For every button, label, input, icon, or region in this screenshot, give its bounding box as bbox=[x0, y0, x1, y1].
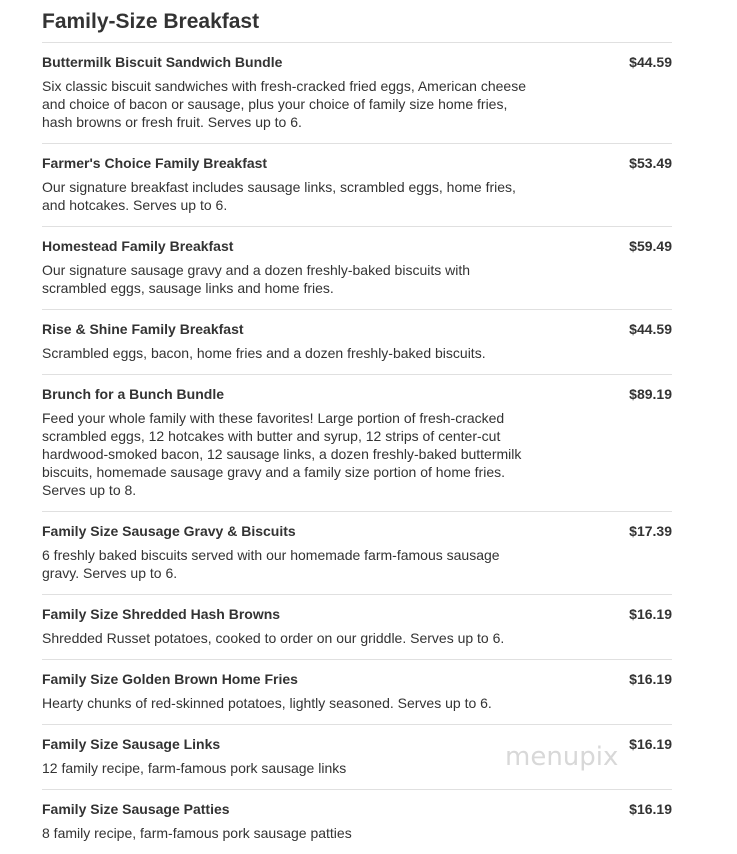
item-name: Farmer's Choice Family Breakfast bbox=[42, 155, 268, 171]
item-description: Six classic biscuit sandwiches with fresh-cracked fried eggs, American cheese and choice of bacon or sausage, plus your choice of family size home fries, hash browns or fresh fruit. Serves up to 6. bbox=[42, 78, 526, 130]
item-name: Family Size Sausage Gravy & Biscuits bbox=[42, 523, 296, 539]
item-description: 12 family recipe, farm-famous pork sausage links bbox=[42, 760, 347, 776]
menu-item bbox=[42, 143, 672, 226]
item-price: $44.59 bbox=[629, 321, 672, 337]
menu-item bbox=[42, 511, 672, 594]
menupix-watermark: menupix bbox=[505, 742, 619, 772]
item-name: Family Size Sausage Links bbox=[42, 736, 221, 752]
item-price: $53.49 bbox=[629, 155, 672, 171]
menu-item bbox=[42, 659, 672, 724]
item-price: $16.19 bbox=[629, 606, 672, 622]
item-description: Hearty chunks of red-skinned potatoes, lightly seasoned. Serves up to 6. bbox=[42, 695, 492, 711]
menu-item bbox=[42, 594, 672, 659]
item-description: 6 freshly baked biscuits served with our homemade farm-famous sausage gravy. Serves up to 6. bbox=[42, 547, 500, 581]
item-name: Rise & Shine Family Breakfast bbox=[42, 321, 244, 337]
item-description: Shredded Russet potatoes, cooked to order on our griddle. Serves up to 6. bbox=[42, 630, 505, 646]
menu-item bbox=[42, 309, 672, 374]
item-name: Family Size Sausage Patties bbox=[42, 801, 230, 817]
item-name: Homestead Family Breakfast bbox=[42, 238, 234, 254]
section-title: Family-Size Breakfast bbox=[42, 10, 260, 33]
item-price: $44.59 bbox=[629, 54, 672, 70]
item-name: Family Size Shredded Hash Browns bbox=[42, 606, 281, 622]
item-price: $59.49 bbox=[629, 238, 672, 254]
item-description: Our signature breakfast includes sausage links, scrambled eggs, home fries, and hotcakes. Serves up to 6. bbox=[42, 179, 516, 213]
menu-item bbox=[42, 789, 672, 854]
item-price: $17.39 bbox=[629, 523, 672, 539]
menu-item bbox=[42, 42, 672, 143]
item-name: Family Size Golden Brown Home Fries bbox=[42, 671, 298, 687]
item-description: Our signature sausage gravy and a dozen freshly-baked biscuits with scrambled eggs, sausage links and home fries. bbox=[42, 262, 471, 296]
item-price: $16.19 bbox=[629, 671, 672, 687]
menu-item bbox=[42, 374, 672, 511]
item-description: Scrambled eggs, bacon, home fries and a dozen freshly-baked biscuits. bbox=[42, 345, 486, 361]
menu-item bbox=[42, 226, 672, 309]
item-name: Buttermilk Biscuit Sandwich Bundle bbox=[42, 54, 283, 70]
item-price: $16.19 bbox=[629, 801, 672, 817]
item-price: $89.19 bbox=[629, 386, 672, 402]
menu-list bbox=[42, 42, 672, 854]
item-description: 8 family recipe, farm-famous pork sausage patties bbox=[42, 825, 352, 841]
item-price: $16.19 bbox=[629, 736, 672, 752]
item-name: Brunch for a Bunch Bundle bbox=[42, 386, 224, 402]
item-description: Feed your whole family with these favorites! Large portion of fresh-cracked scrambled eggs, 12 hotcakes with butter and syrup, 12 strips of center-cut hardwood-smoked bacon, 12 sausage links, a dozen freshly-baked buttermilk biscuits, homemade sausage gravy and a family size portion of home fries. Serves up to 8. bbox=[42, 410, 522, 498]
